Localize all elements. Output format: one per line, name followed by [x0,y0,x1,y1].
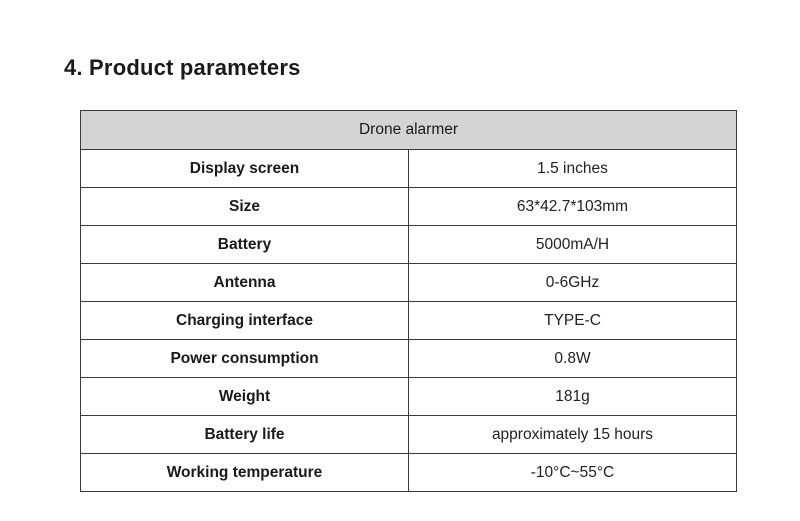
row-label: Display screen [81,150,409,188]
row-label: Weight [81,378,409,416]
row-label: Battery [81,226,409,264]
row-value: 0.8W [409,340,737,378]
table-header: Drone alarmer [81,111,737,150]
row-label: Power consumption [81,340,409,378]
row-value: 63*42.7*103mm [409,188,737,226]
table-row [81,340,737,378]
row-label: Working temperature [81,454,409,492]
row-label: Size [81,188,409,226]
row-value: 1.5 inches [409,150,737,188]
table-header-row [81,111,737,150]
row-value: 181g [409,378,737,416]
row-value: 5000mA/H [409,226,737,264]
table-row [81,302,737,340]
table-row [81,416,737,454]
product-parameters-table [80,110,737,492]
row-value: approximately 15 hours [409,416,737,454]
row-value: -10°C~55°C [409,454,737,492]
table-row [81,150,737,188]
table-row [81,378,737,416]
table-row [81,188,737,226]
row-value: 0-6GHz [409,264,737,302]
table-row [81,454,737,492]
table-row [81,226,737,264]
table-row [81,264,737,302]
row-value: TYPE-C [409,302,737,340]
row-label: Battery life [81,416,409,454]
row-label: Antenna [81,264,409,302]
row-label: Charging interface [81,302,409,340]
section-title: 4. Product parameters [64,55,301,80]
